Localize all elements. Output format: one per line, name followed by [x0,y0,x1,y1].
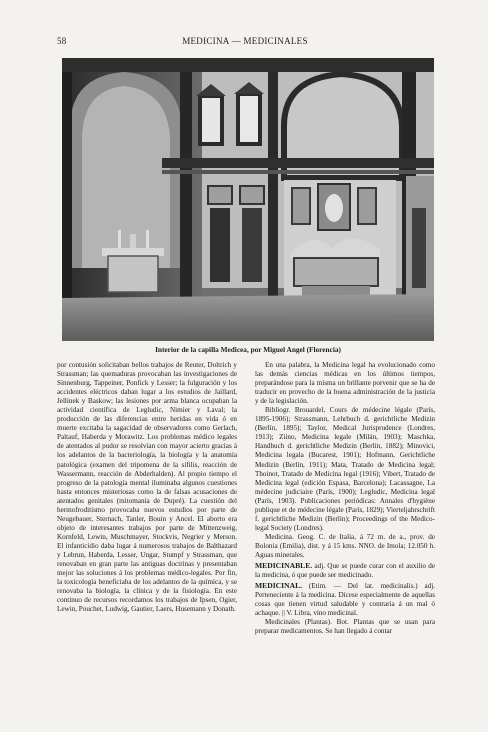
chapel-photograph [62,58,434,341]
figure-caption: Interior de la capilla Medicea, por Miguel Angel (Florencia) [155,345,341,354]
dictionary-entry-medicinable [255,561,435,580]
dictionary-entry-plantas: Medicinales (Plantas). Bot. Plantas que se usan para preparar medicamentos. Se han llegado á contar [255,618,435,636]
entry-headword: MEDICINAL. [255,581,303,591]
intro-paragraph: En una palabra, la Medicina legal ha evolucionado como las demás ciencias médicas en los últimos tiempos, preparándose para la misma un brillante porvenir que se ha de traducir en provecho de la buena administración de la justicia y de la legislación. [255,361,435,406]
running-head: MEDICINA — MEDICINALES [182,36,308,46]
body-paragraph: por contusión solicitaban bellos trabajos de Reuter, Doltrich y Strassman; las quemaduras provocaban las investigaciones de Sinnenburg, Tappeiner, Ponfick y Lesser; la fulguración y los accidentes eléctricos daban lugar a los estudios de Jaillard, Jellinek y Baskow; las lesiones por arma blanca ocupaban la actividad científica de Legludic, Nimier y Laval; la producción de las diferencias entre heridas en vida ó en muerte excitaba la sagacidad de observadores como Gerlach, Paltauf, Haberda y Morawitz. Los problemas médico legales de atentados al pudor se resolvían con mayor acierto gracias á los adelantos de la bacteriología, la biología y la anatomía patológica (examen del tripomena de la sífilis, reacción de Wassermann, reacción de Abderhalden). Al propio tiempo el progreso de la patología mental iluminaba algunos cuestiones hasta entonces misteriosas como la de falsas acusaciones de atentados genitales (mitomanía de Dupré). La cuestión del hermofroditismo provocaba nuevos estudios por parte de Neugebauer, Sternach, Tanler, Bouin y Ancel. El aborto era objeto de interesantes trabajos por parte de Mittenzweig, Kornfeld, Lewin, Muschmayer, Stockvis, Negrier y Merson. El infanticidio daba lugar á numerosos trabajos de Balthazard y Lebrun, Haberda, Lesser, Ungar, Stumpf y Strassman, que renovaban en gran parte las antiguas doctrinas y presentaban mejor las soluciones á los problemas médico-legales. Por fin, la toxicología beneficiaba de los adelantos de la química, y se renovaba la biología, la clínica y de la fisiología. En este continuo de recursos recordamos los trabajos de Ipsen, Ogier, Lewin, Pouchet, Ludwig, Gautier, Laers, Husemann y Donath. [57,361,237,614]
place-entry: Medicina. Geog. C. de Italia, á 72 m. de a., prov. de Bolonia (Emilia), dist. y á 15 kms. NNO. de Imola; 12.050 h. Aguas minerales. [255,532,435,559]
entry-definition: adj. Que se puede curar con el auxilio de la medicina, ó que puede ser medicinado. [255,562,435,580]
page-number: 58 [57,36,67,46]
right-column [255,361,435,636]
entry-definition: (Etim. — Del lat. medicinalis.) adj. Perteneciente á la medicina. Dícese especialmente de aquellas cosas que tienen virtud saludable y contraria á un mal ó achaque. || V. Libra, vino medicinal. [255,582,435,618]
left-column [57,361,237,614]
page-header [57,36,433,48]
entry-headword: MEDICINABLE. [255,561,313,571]
dictionary-entry-medicinal [255,581,435,618]
bibliography: Bibliogr. Brouardel, Cours de médecine légale (París, 1895-1906); Strassmann, Lehrbuch d. gerichtliche Medizin (Berlín, 1895); Taylor, Medical Jurisprudence (Londres, 1913); Ziino, Medicina legale (Milán, 1903); Maschka, Handbuch d. gerichtliche Medizin (Berlín, 1882); Minovici, Medicina legala (Bucarest, 1901); Hofmann, Gerichtliche Medizin (Berlín, 1911); Mata, Tratado de Medicina legal; Thoinot, Tratado de Medicina legal (1916); Vibert, Tratado de Medicina legal (edición Espasa, Barcelona); Lacassagne, La médecine judiciaire (París, 1900); Legludic, Medicina legal (París, 1903). Publicaciones periódicas: Annales d'hygiène publique et de médecine légale (París, 1829); Vierteljahrschrift f. gerichtliche Medizin (Berlín); Proceedings of the Medico-legal Society (Londres). [255,406,435,532]
